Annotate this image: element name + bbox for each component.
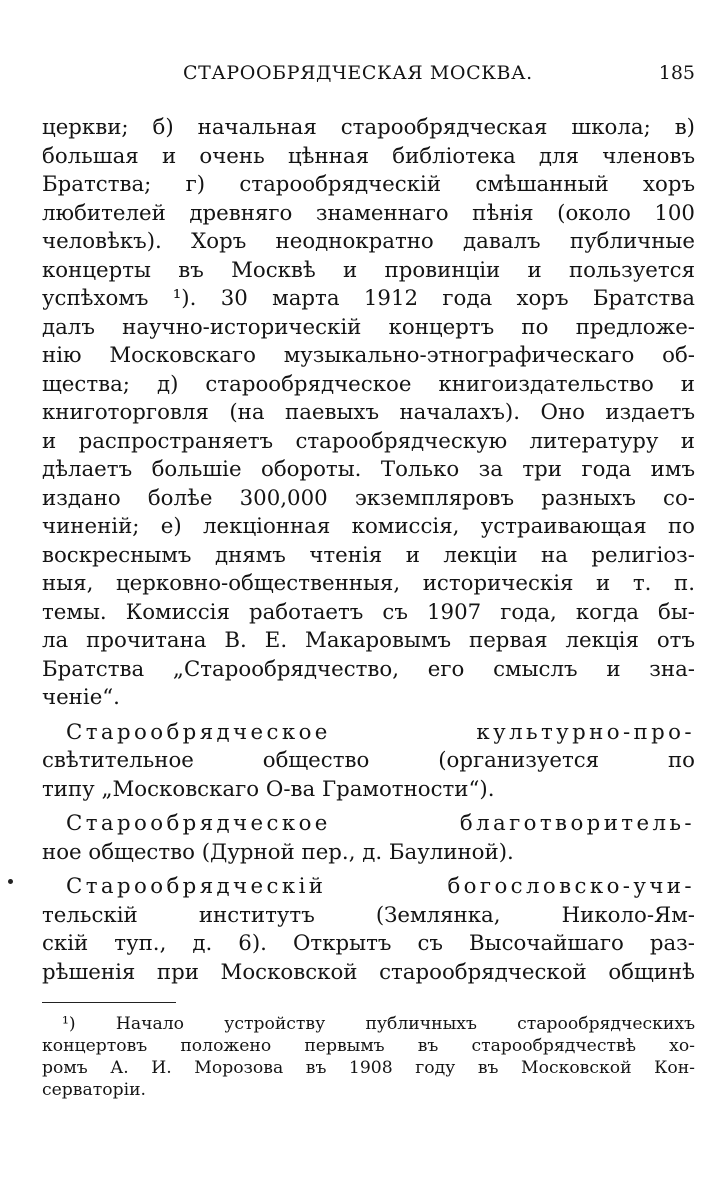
footnote-line: концертовъ положено первымъ въ старообрядчествѣ хо- bbox=[42, 1036, 695, 1056]
text-line: книготорговля (на паевыхъ началахъ). Оно издаетъ bbox=[42, 400, 695, 425]
page-number: 185 bbox=[658, 62, 695, 84]
text-line: тельскій институтъ (Землянка, Николо-Ям- bbox=[42, 902, 695, 928]
text-line: далъ научно-историческій концертъ по предложе- bbox=[42, 314, 695, 340]
text-line: Старообрядческое благотворитель- bbox=[66, 811, 695, 836]
text-line: щества; д) старообрядческое книгоиздательство и bbox=[42, 371, 695, 397]
footnote-line: ¹) Начало устройству публичныхъ старообрядческихъ bbox=[62, 1014, 695, 1034]
text-line: рѣшенія при Московской старообрядческой общинѣ bbox=[42, 959, 695, 985]
text-line: ныя, церковно-общественныя, историческія и т. п. bbox=[42, 571, 695, 596]
text-line: Братства „Старообрядчество, его смыслъ и зна- bbox=[42, 656, 695, 682]
text-line: большая и очень цѣнная библіотека для членовъ bbox=[42, 143, 695, 169]
text-line: Братства; г) старообрядческій смѣшанный хоръ bbox=[42, 172, 695, 197]
text-line: типу „Московскаго О-ва Грамотности“). bbox=[42, 776, 495, 802]
text-line: ла прочитана В. Е. Макаровымъ первая лекція отъ bbox=[42, 628, 695, 653]
text-line: Старообрядческій богословско-учи- bbox=[66, 874, 695, 899]
text-line: Старообрядческое культурно-про- bbox=[66, 719, 695, 745]
footnote-line: серваторіи. bbox=[42, 1080, 146, 1100]
footnote-divider bbox=[42, 1002, 176, 1003]
text-line: любителей древняго знаменнаго пѣнія (около 100 bbox=[42, 200, 695, 226]
text-line: нію Московскаго музыкально-этнографическаго об- bbox=[42, 343, 695, 368]
text-line: скій туп., д. 6). Открытъ съ Высочайшаго раз- bbox=[42, 931, 695, 956]
text-line: ное общество (Дурной пер., д. Баулиной). bbox=[42, 839, 514, 865]
text-line-with-footnote-ref: успѣхомъ ¹). 30 марта 1912 года хоръ Братства bbox=[42, 286, 695, 311]
text-line: ченіе“. bbox=[42, 685, 120, 710]
running-title: СТАРООБРЯДЧЕСКАЯ МОСКВА. bbox=[183, 62, 533, 84]
text-line: церкви; б) начальная старообрядческая школа; в) bbox=[42, 115, 695, 140]
footnote bbox=[42, 1013, 695, 1101]
body-text bbox=[42, 114, 695, 987]
print-speck bbox=[8, 879, 13, 884]
running-header bbox=[40, 62, 695, 96]
text-line: концерты въ Москвѣ и провинціи и пользуется bbox=[42, 257, 695, 283]
text-line: темы. Комиссія работаетъ съ 1907 года, когда бы- bbox=[42, 599, 695, 625]
text-line: издано болѣе 300,000 экземпляровъ разныхъ со- bbox=[42, 485, 695, 511]
text-line: воскреснымъ днямъ чтенія и лекціи на религіоз- bbox=[42, 542, 695, 568]
footnote-line: ромъ А. И. Морозова въ 1908 году въ Московской Кон- bbox=[42, 1058, 695, 1078]
text-line: чиненій; е) лекціонная комиссія, устраивающая по bbox=[42, 514, 695, 539]
text-line: человѣкъ). Хоръ неоднократно давалъ публичные bbox=[42, 229, 695, 254]
text-line: и распространяетъ старообрядческую литературу и bbox=[42, 428, 695, 454]
text-line: дѣлаетъ большіе обороты. Только за три года имъ bbox=[42, 457, 695, 482]
text-line: свѣтительное общество (организуется по bbox=[42, 748, 695, 773]
